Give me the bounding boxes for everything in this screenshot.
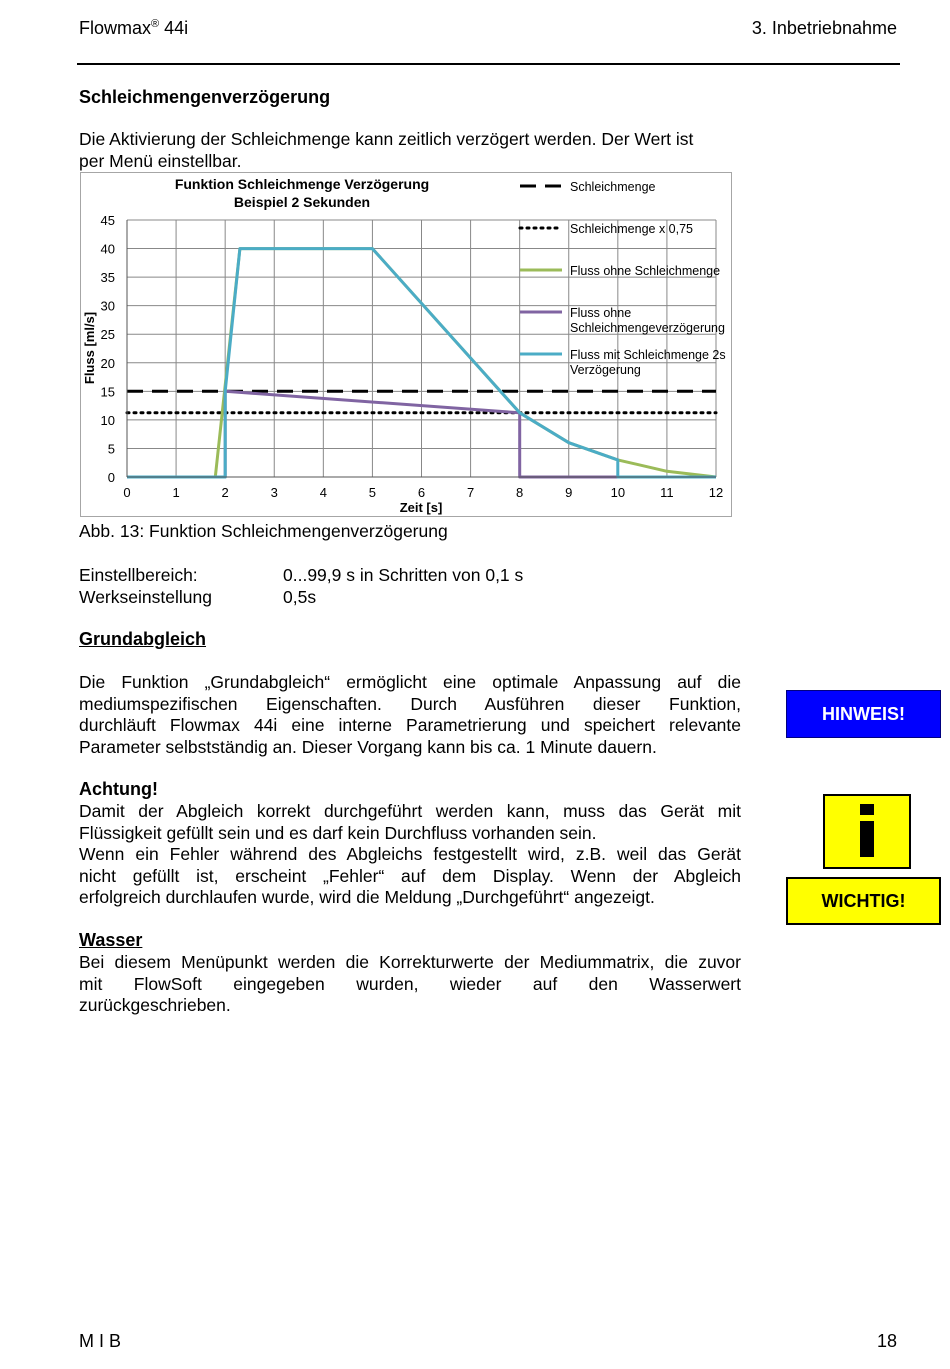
chart-subtitle: Beispiel 2 Sekunden xyxy=(233,194,371,210)
x-tick-label: 10 xyxy=(610,485,626,500)
grundabgleich-paragraph xyxy=(79,672,741,758)
default-label: Werkseinstellung xyxy=(79,587,212,607)
info-glyph-icon xyxy=(825,796,909,867)
y-tick-label: 5 xyxy=(107,441,115,457)
legend-label: Verzögerung xyxy=(570,363,641,377)
chart-legend xyxy=(520,180,726,377)
intro-line: per Menü einstellbar. xyxy=(79,150,242,171)
x-tick-label: 9 xyxy=(565,485,573,500)
footer-left: M I B xyxy=(79,1331,122,1351)
text-line: mediumspezifischen Eigenschaften. Durch Ausführen dieser Funktion, xyxy=(79,693,741,714)
x-tick-label: 8 xyxy=(516,485,524,500)
range-label: Einstellbereich: xyxy=(79,565,198,585)
x-tick-label: 1 xyxy=(172,485,180,500)
range-value: 0...99,9 s in Schritten von 0,1 s xyxy=(283,565,524,585)
default-value: 0,5s xyxy=(283,587,317,607)
text-line: Wenn ein Fehler während des Abgleichs festgestellt wird, z.B. weil das Gerät xyxy=(79,844,741,864)
wichtig-badge: WICHTIG! xyxy=(786,877,941,925)
legend-label: Schleichmengeverzögerung xyxy=(570,321,725,335)
y-tick-label: 35 xyxy=(100,270,115,286)
section-title-schleichmenge: Schleichmengenverzögerung xyxy=(79,87,331,107)
text-line: nicht gefüllt ist, erscheint „Fehler“ auf dem Display. Wenn der Abgleich xyxy=(79,865,741,886)
legend-label: Fluss mit Schleichmenge 2s xyxy=(570,348,726,362)
y-tick-label: 45 xyxy=(100,213,115,228)
legend-label: Schleichmenge xyxy=(570,180,656,194)
y-tick-label: 40 xyxy=(100,241,115,257)
x-tick-label: 11 xyxy=(660,485,674,500)
product-model: 44i xyxy=(164,18,189,38)
y-tick-label: 0 xyxy=(107,470,115,485)
flow-chart xyxy=(0,0,950,540)
info-icon xyxy=(823,794,911,869)
section-title-wasser: Wasser xyxy=(79,930,143,950)
y-tick-label: 30 xyxy=(100,298,115,314)
x-tick-label: 5 xyxy=(368,485,377,500)
x-axis-label: Zeit [s] xyxy=(399,500,443,515)
hinweis-badge: HINWEIS! xyxy=(786,690,941,738)
text-line: mit FlowSoft eingegeben wurden, wieder auf den Wasserwert xyxy=(79,973,741,994)
warning-title: Achtung! xyxy=(79,779,158,799)
registered-mark: ® xyxy=(151,18,160,30)
chart-title: Funktion Schleichmenge Verzögerung xyxy=(174,176,430,192)
x-tick-label: 0 xyxy=(123,485,131,500)
legend-label: Fluss ohne Schleichmenge xyxy=(570,264,721,278)
text-line: erfolgreich durchlaufen wurde, wird die Meldung „Durchgeführt“ angezeigt. xyxy=(79,887,655,907)
wasser-paragraph xyxy=(79,952,741,1017)
x-tick-label: 12 xyxy=(708,485,724,500)
x-tick-label: 7 xyxy=(466,485,475,500)
y-tick-label: 10 xyxy=(100,412,115,428)
x-tick-label: 3 xyxy=(270,485,278,500)
y-tick-label: 15 xyxy=(100,384,115,400)
section-title-grundabgleich: Grundabgleich xyxy=(79,629,207,649)
text-line: Die Funktion „Grundabgleich“ ermöglicht eine optimale Anpassung auf die xyxy=(79,672,741,692)
product-name: Flowmax xyxy=(79,18,152,38)
x-tick-label: 2 xyxy=(221,485,229,500)
figure-caption: Abb. 13: Funktion Schleichmengenverzögerung xyxy=(79,521,448,541)
x-tick-label: 6 xyxy=(417,485,426,500)
warning-paragraph xyxy=(79,801,741,909)
page-number: 18 xyxy=(876,1331,897,1351)
text-line: Bei diesem Menüpunkt werden die Korrekturwerte der Mediummatrix, die zuvor xyxy=(79,952,741,972)
text-line: Flüssigkeit gefüllt sein und es darf kein Durchfluss vorhanden sein. xyxy=(79,822,597,843)
intro-line: Die Aktivierung der Schleichmenge kann zeitlich verzögert werden. Der Wert ist xyxy=(79,129,694,149)
x-tick-label: 4 xyxy=(319,485,327,500)
legend-label: Schleichmenge x 0,75 xyxy=(570,222,693,236)
legend-label: Fluss ohne xyxy=(570,306,632,320)
text-line: durchläuft Flowmax 44i eine interne Parametrierung und speichert relevante xyxy=(79,715,741,735)
text-line: zurückgeschrieben. xyxy=(79,995,231,1015)
text-line: Damit der Abgleich korrekt durchgeführt werden kann, muss das Gerät mit xyxy=(79,801,741,821)
header-section: 3. Inbetriebnahme xyxy=(751,18,897,38)
text-line: Parameter selbstständig an. Dieser Vorgang kann bis ca. 1 Minute dauern. xyxy=(79,736,657,757)
y-tick-label: 20 xyxy=(100,355,115,371)
y-tick-label: 25 xyxy=(100,327,115,343)
y-axis-label: Fluss [ml/s] xyxy=(82,311,97,385)
